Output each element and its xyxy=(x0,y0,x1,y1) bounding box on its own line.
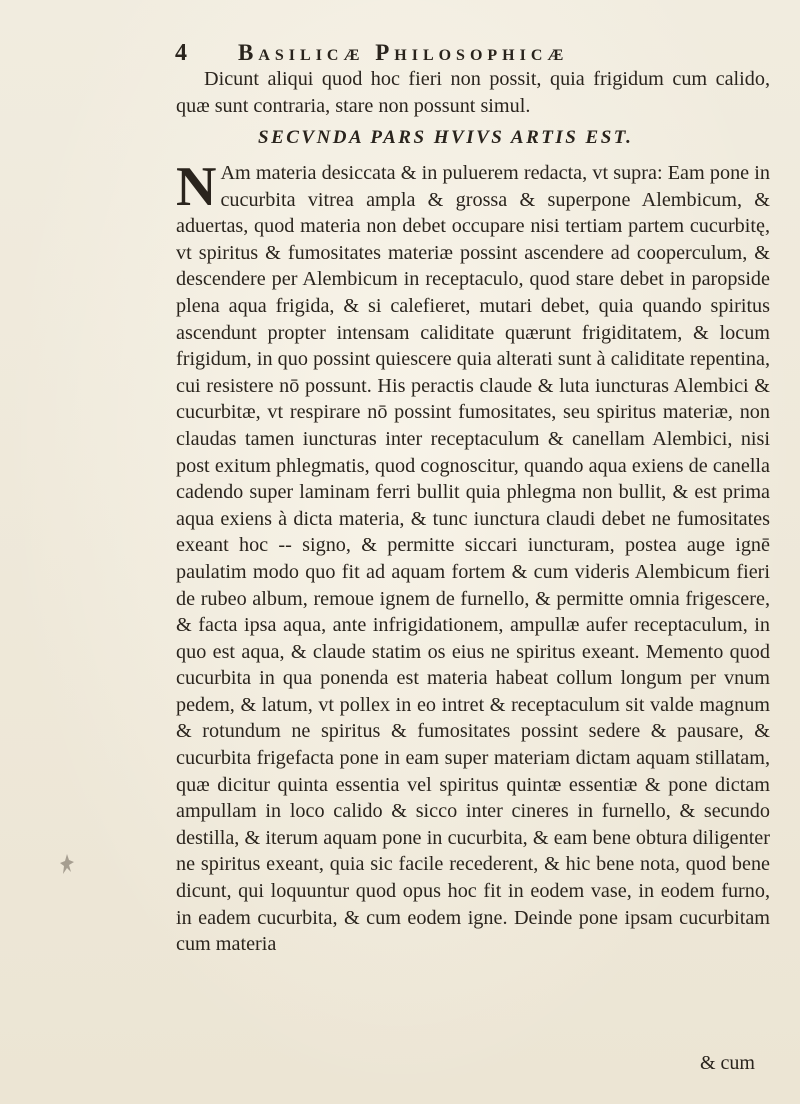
ink-blot-icon xyxy=(58,852,76,886)
running-head-title: Basilicæ Philosophicæ xyxy=(238,40,569,65)
section-heading: SECVNDA PARS HVIVS ARTIS EST. xyxy=(258,127,634,148)
page-number: 4 xyxy=(175,40,187,66)
body-paragraph xyxy=(176,156,770,958)
intro-paragraph: Dicunt aliqui quod hoc fieri non possit, quia frigidum cum calido, quæ sunt contraria, stare non possunt simul. xyxy=(176,68,770,117)
catchword: & cum xyxy=(700,1052,755,1074)
drop-capital: N xyxy=(176,156,217,218)
body-text: Am materia desiccata & in puluerem redacta, vt supra: Eam pone in cucurbita vitrea ampla & grossa & superpone Alembicum, & aduertas, quod materia non debet occupare nisi tertiam partem cucurbitę, vt spiritus & fumositates materiæ possint ascendere ad cooperculum, & descendere per Alembicum in receptaculo, quod stare debet in paropside plena aqua frigida, & si calefieret, mutari debet, quia quando spiritus ascendunt propter intensam caliditate quærunt frigiditatem, & locum frigidum, in quo possint quiescere quia alterati sunt à caliditate repentina, cui resistere nō possunt. His peractis claude & luta iuncturas Alembici & cucurbitæ, vt respirare nō possint fumositates, seu spiritus materiæ, non claudas tamen iuncturas inter receptaculum & canellam Alembici, nisi post exitum phlegmatis, quod cognoscitur, quando aqua exiens de canella cadendo super laminam ferri bullit quia phlegma non bullit, & est prima aqua exiens à dicta materia, & tunc iunctura claudi debet ne fumositates exeant hoc -- signo, & permitte siccari iuncturam, postea auge ignē paulatim modo quo fit ad aquam fortem & cum videris Alembicum fieri de rubeo album, remoue ignem de furnello, & permitte omnia frigescere, & facta ipsa aqua, ante infrigidationem, ampullæ aufer receptaculum, in quo est aqua, & claude statim os eius ne spiritus exeant. Memento quod cucurbita in qua ponenda est materia habeat collum longum per vnum pedem, & latum, vt pollex in eo intret & receptaculum sit valde magnum & rotundum ne spiritus & fumositates possint sedere & pausare, & cucurbita frigefacta pone in eam super materiam dictam aquam stillatam, quæ dicitur quinta essentia vel spiritus quintæ essentiæ & pone dictam ampullam in loco calido & sicco inter cineres in furnello, & secundo destilla, & iterum aquam pone in cucurbita, & eam bene obtura diligenter ne spiritus exeant, quia sic facile recederent, & hic bene nota, quod bene dicunt, qui loquuntur quod opus hoc fit in eodem vase, in eodem furno, in eadem cucurbita, & cum eodem igne. Deinde pone ipsam cucurbitam cum materia xyxy=(176,162,770,956)
